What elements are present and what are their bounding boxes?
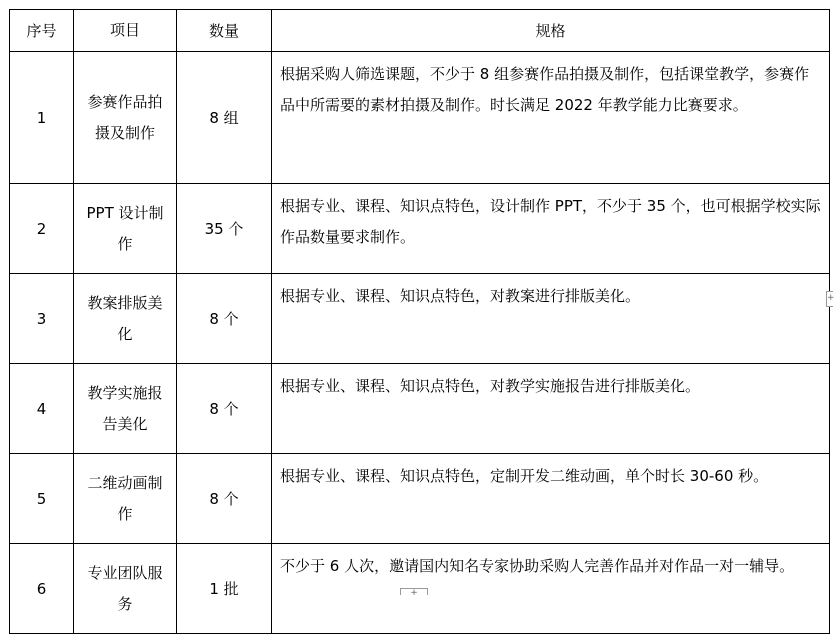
row-spec-text: 根据专业、课程、知识点特色，定制开发二维动画，单个时长 30-60 秒。 (280, 467, 769, 485)
row-quantity: 8 个 (177, 364, 272, 454)
row-item (74, 364, 177, 454)
row-number: 2 (10, 184, 74, 274)
row-spec (272, 184, 830, 274)
row-item (74, 274, 177, 364)
row-item-text: 教案排版美化 (87, 293, 163, 343)
row-number: 5 (10, 454, 74, 544)
row-item (74, 184, 177, 274)
header-spec: 规格 (272, 10, 830, 52)
header-number: 序号 (10, 10, 74, 52)
table-add-row-handle[interactable]: + (400, 588, 428, 595)
row-quantity: 8 个 (177, 454, 272, 544)
table-row (10, 52, 830, 184)
row-spec-text: 根据采购人筛选课题，不少于 8 组参赛作品拍摄及制作，包括课堂教学，参赛作品中所需要的素材拍摄及制作。时长满足 2022 年教学能力比赛要求。 (280, 65, 810, 114)
row-spec (272, 364, 830, 454)
row-number: 1 (10, 52, 74, 184)
row-spec (272, 52, 830, 184)
row-spec-text: 不少于 6 人次，邀请国内知名专家协助采购人完善作品并对作品一对一辅导。 (280, 557, 795, 575)
table-row (10, 454, 830, 544)
table-row (10, 184, 830, 274)
row-spec-text: 根据专业、课程、知识点特色，对教学实施报告进行排版美化。 (280, 377, 701, 395)
row-quantity: 1 批 (177, 544, 272, 634)
table-resize-handle-side[interactable]: + (826, 291, 833, 307)
row-item (74, 544, 177, 634)
row-number: 4 (10, 364, 74, 454)
header-item: 项目 (74, 10, 177, 52)
row-item-text: 参赛作品拍摄及制作 (87, 92, 163, 142)
row-quantity: 8 个 (177, 274, 272, 364)
header-row (10, 10, 830, 52)
row-item-text: PPT 设计制作 (86, 203, 164, 253)
row-quantity: 35 个 (177, 184, 272, 274)
row-item-text: 专业团队服务 (87, 563, 163, 613)
row-item (74, 454, 177, 544)
row-spec-text: 根据专业、课程、知识点特色，设计制作 PPT，不少于 35 个，也可根据学校实际作品数量要求制作。 (280, 197, 821, 246)
row-item (74, 52, 177, 184)
table-row (10, 364, 830, 454)
header-quantity: 数量 (177, 10, 272, 52)
table-row (10, 274, 830, 364)
row-quantity: 8 组 (177, 52, 272, 184)
spec-table (9, 9, 830, 634)
row-spec-text: 根据专业、课程、知识点特色，对教案进行排版美化。 (280, 287, 641, 305)
row-number: 3 (10, 274, 74, 364)
row-item-text: 教学实施报告美化 (87, 383, 163, 433)
row-number: 6 (10, 544, 74, 634)
row-spec (272, 274, 830, 364)
row-spec (272, 454, 830, 544)
row-spec (272, 544, 830, 634)
row-item-text: 二维动画制作 (87, 473, 163, 523)
